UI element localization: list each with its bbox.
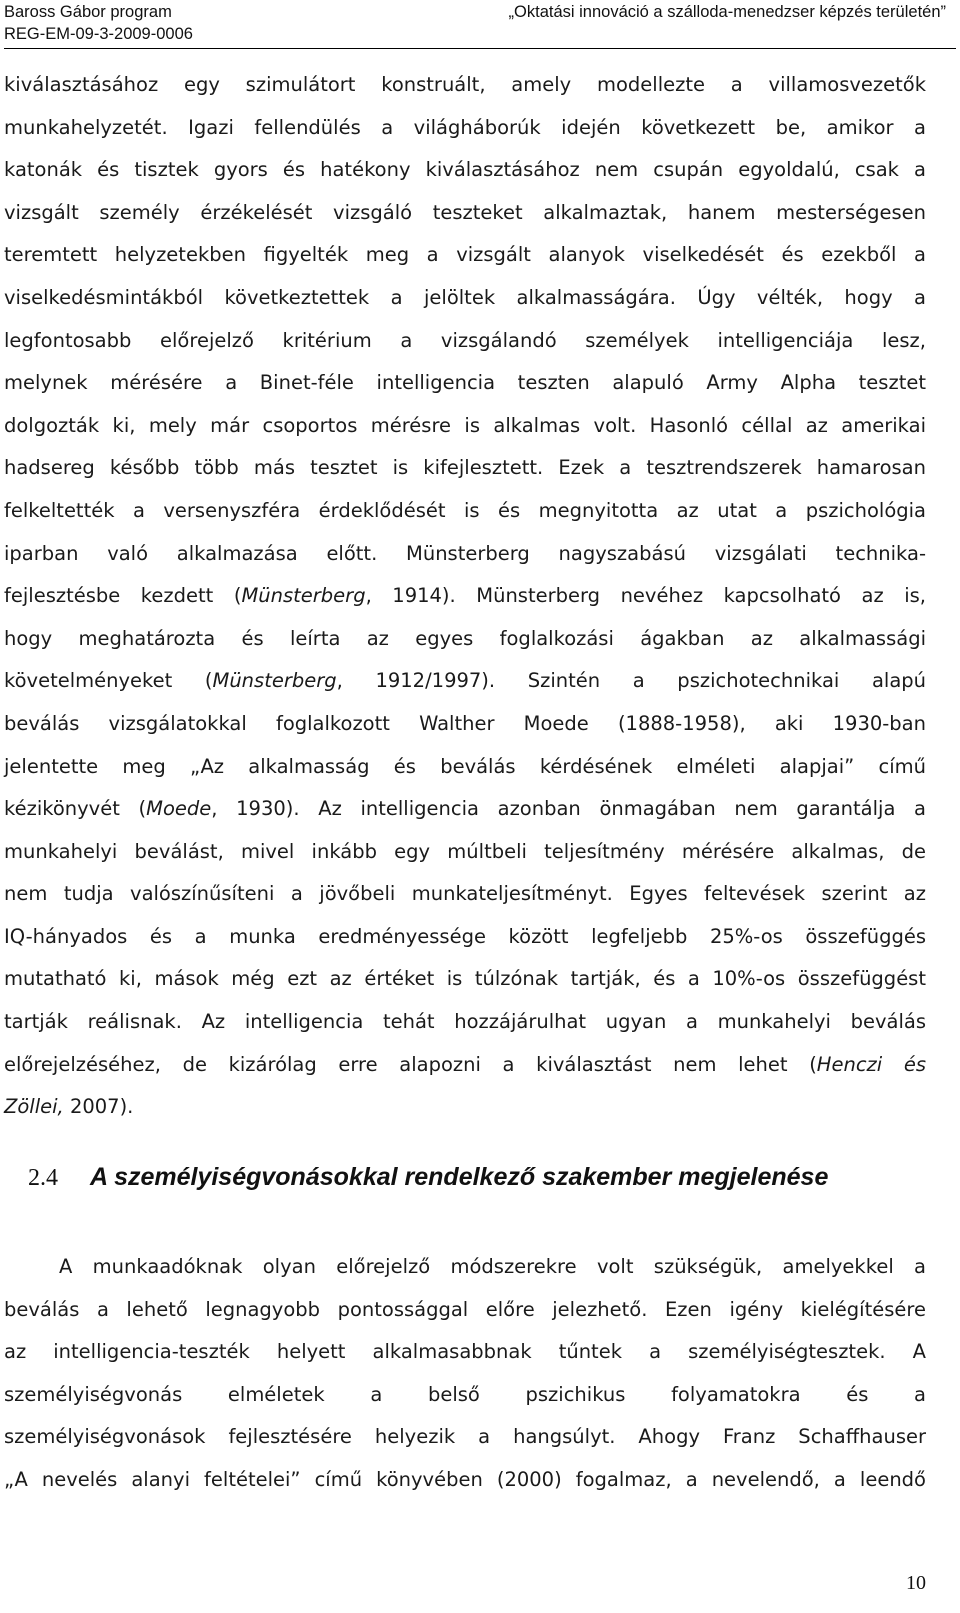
text-line: dolgozták ki, mely már csoportos mérésre is alkalmas volt. Hasonló céllal az amerikai — [4, 413, 926, 437]
text-line: jelentette meg „Az alkalmasság és beválás kérdésének elméleti alapjai” című — [4, 754, 926, 778]
text-line: tartják reálisnak. Az intelligencia tehát hozzájárulhat ugyan a munkahelyi beválás — [4, 1010, 926, 1034]
text-line: személyiségvonások fejlesztésére helyezik a hangsúlyt. Ahogy Franz Schaffhauser — [4, 1425, 926, 1449]
page-header — [4, 0, 956, 49]
project-code: REG-EM-09-3-2009-0006 — [4, 25, 193, 43]
text-line: katonák és tisztek gyors és hatékony kiválasztásához nem csupán egyoldalú, csak a — [4, 158, 926, 182]
text-line: beválás a lehető legnagyobb pontossággal előre jelezhető. Ezen igény kielégítésére — [4, 1297, 926, 1321]
citation-author: Münsterberg — [212, 669, 337, 693]
text-line: legfontosabb előrejelző kritérium a vizsgálandó személyek intelligenciája lesz, — [4, 328, 926, 352]
body-paragraph-1 — [4, 64, 926, 1129]
text-line: az intelligencia-teszték helyett alkalmasabbnak tűntek a személyiségtesztek. A — [4, 1340, 926, 1364]
text-line: felkeltették a versenyszféra érdeklődését is és megnyitotta az utat a pszichológia — [4, 498, 926, 522]
citation-author: Zöllei, — [4, 1095, 64, 1119]
text-line: munkahelyzetét. Igazi fellendülés a világháborúk idején következett be, amikor a — [4, 115, 926, 139]
text-line: nem tudja valószínűsíteni a jövőbeli munkateljesítményt. Egyes feltevések szerint az — [4, 882, 926, 906]
text-line: hadsereg később több más tesztet is kifejlesztett. Ezek a tesztrendszerek hamarosan — [4, 456, 926, 480]
text-line: fejlesztésbe kezdett (Münsterberg, 1914). Münsterberg nevéhez kapcsolható az is, — [4, 584, 926, 608]
body-paragraph-2 — [4, 1246, 926, 1502]
text-line: követelményeket (Münsterberg, 1912/1997). Szintén a pszichotechnikai alapú — [4, 669, 927, 693]
text-line: kiválasztásához egy szimulátort konstruált, amely modellezte a villamosvezetők — [4, 73, 926, 96]
project-title: „Oktatási innováció a szálloda-menedzser képzés területén” — [508, 3, 946, 21]
text-line: A munkaadóknak olyan előrejelző módszerekre volt szükségük, amelyekkel a — [59, 1255, 926, 1278]
citation-author: Münsterberg — [241, 584, 366, 608]
text-line: melynek mérésére a Binet-féle intelligencia teszten alapuló Army Alpha tesztet — [4, 371, 926, 395]
section-title: A személyiségvonásokkal rendelkező szakember megjelenése — [90, 1163, 829, 1191]
text-line: beválás vizsgálatokkal foglalkozott Walther Moede (1888-1958), aki 1930-ban — [4, 711, 926, 735]
text-line: mutatható ki, mások még ezt az értéket is túlzónak tartják, és a 10%-os összefüggést — [4, 967, 926, 991]
text-line: viselkedésmintákból következtettek a jelöltek alkalmasságára. Úgy vélték, hogy a — [4, 285, 926, 309]
text-line: vizsgált személy érzékelését vizsgáló teszteket alkalmaztak, hanem mesterségesen — [4, 200, 926, 224]
text-line: teremtett helyzetekben figyelték meg a vizsgált alanyok viselkedését és ezekből a — [4, 243, 926, 267]
text-line: hogy meghatározta és leírta az egyes foglalkozási ágakban az alkalmassági — [4, 626, 926, 650]
text-line: „A nevelés alanyi feltételei” című könyvében (2000) fogalmaz, a nevelendő, a leendő — [4, 1467, 926, 1491]
text-line: személyiségvonás elméletek a belső pszichikus folyamatokra és a — [4, 1382, 926, 1406]
citation-author: Henczi és — [816, 1052, 926, 1076]
citation-author: Moede — [146, 797, 212, 821]
text-line: előrejelzéséhez, de kizárólag erre alapozni a kiválasztást nem lehet (Henczi és — [4, 1052, 926, 1076]
text-line: Zöllei, 2007). — [4, 1095, 134, 1119]
text-line: IQ-hányados és a munka eredményessége között legfeljebb 25%-os összefüggés — [4, 924, 926, 948]
text-line: iparban való alkalmazása előtt. Münsterberg nagyszabású vizsgálati technika- — [4, 541, 926, 565]
text-line: munkahelyi beválást, mivel inkább egy múltbeli teljesítmény mérésére alkalmas, de — [4, 839, 926, 863]
page-number: 10 — [906, 1572, 926, 1594]
text-line: kézikönyvét (Moede, 1930). Az intelligencia azonban önmagában nem garantálja a — [4, 797, 927, 821]
program-name: Baross Gábor program — [4, 3, 172, 21]
section-number: 2.4 — [28, 1165, 58, 1191]
